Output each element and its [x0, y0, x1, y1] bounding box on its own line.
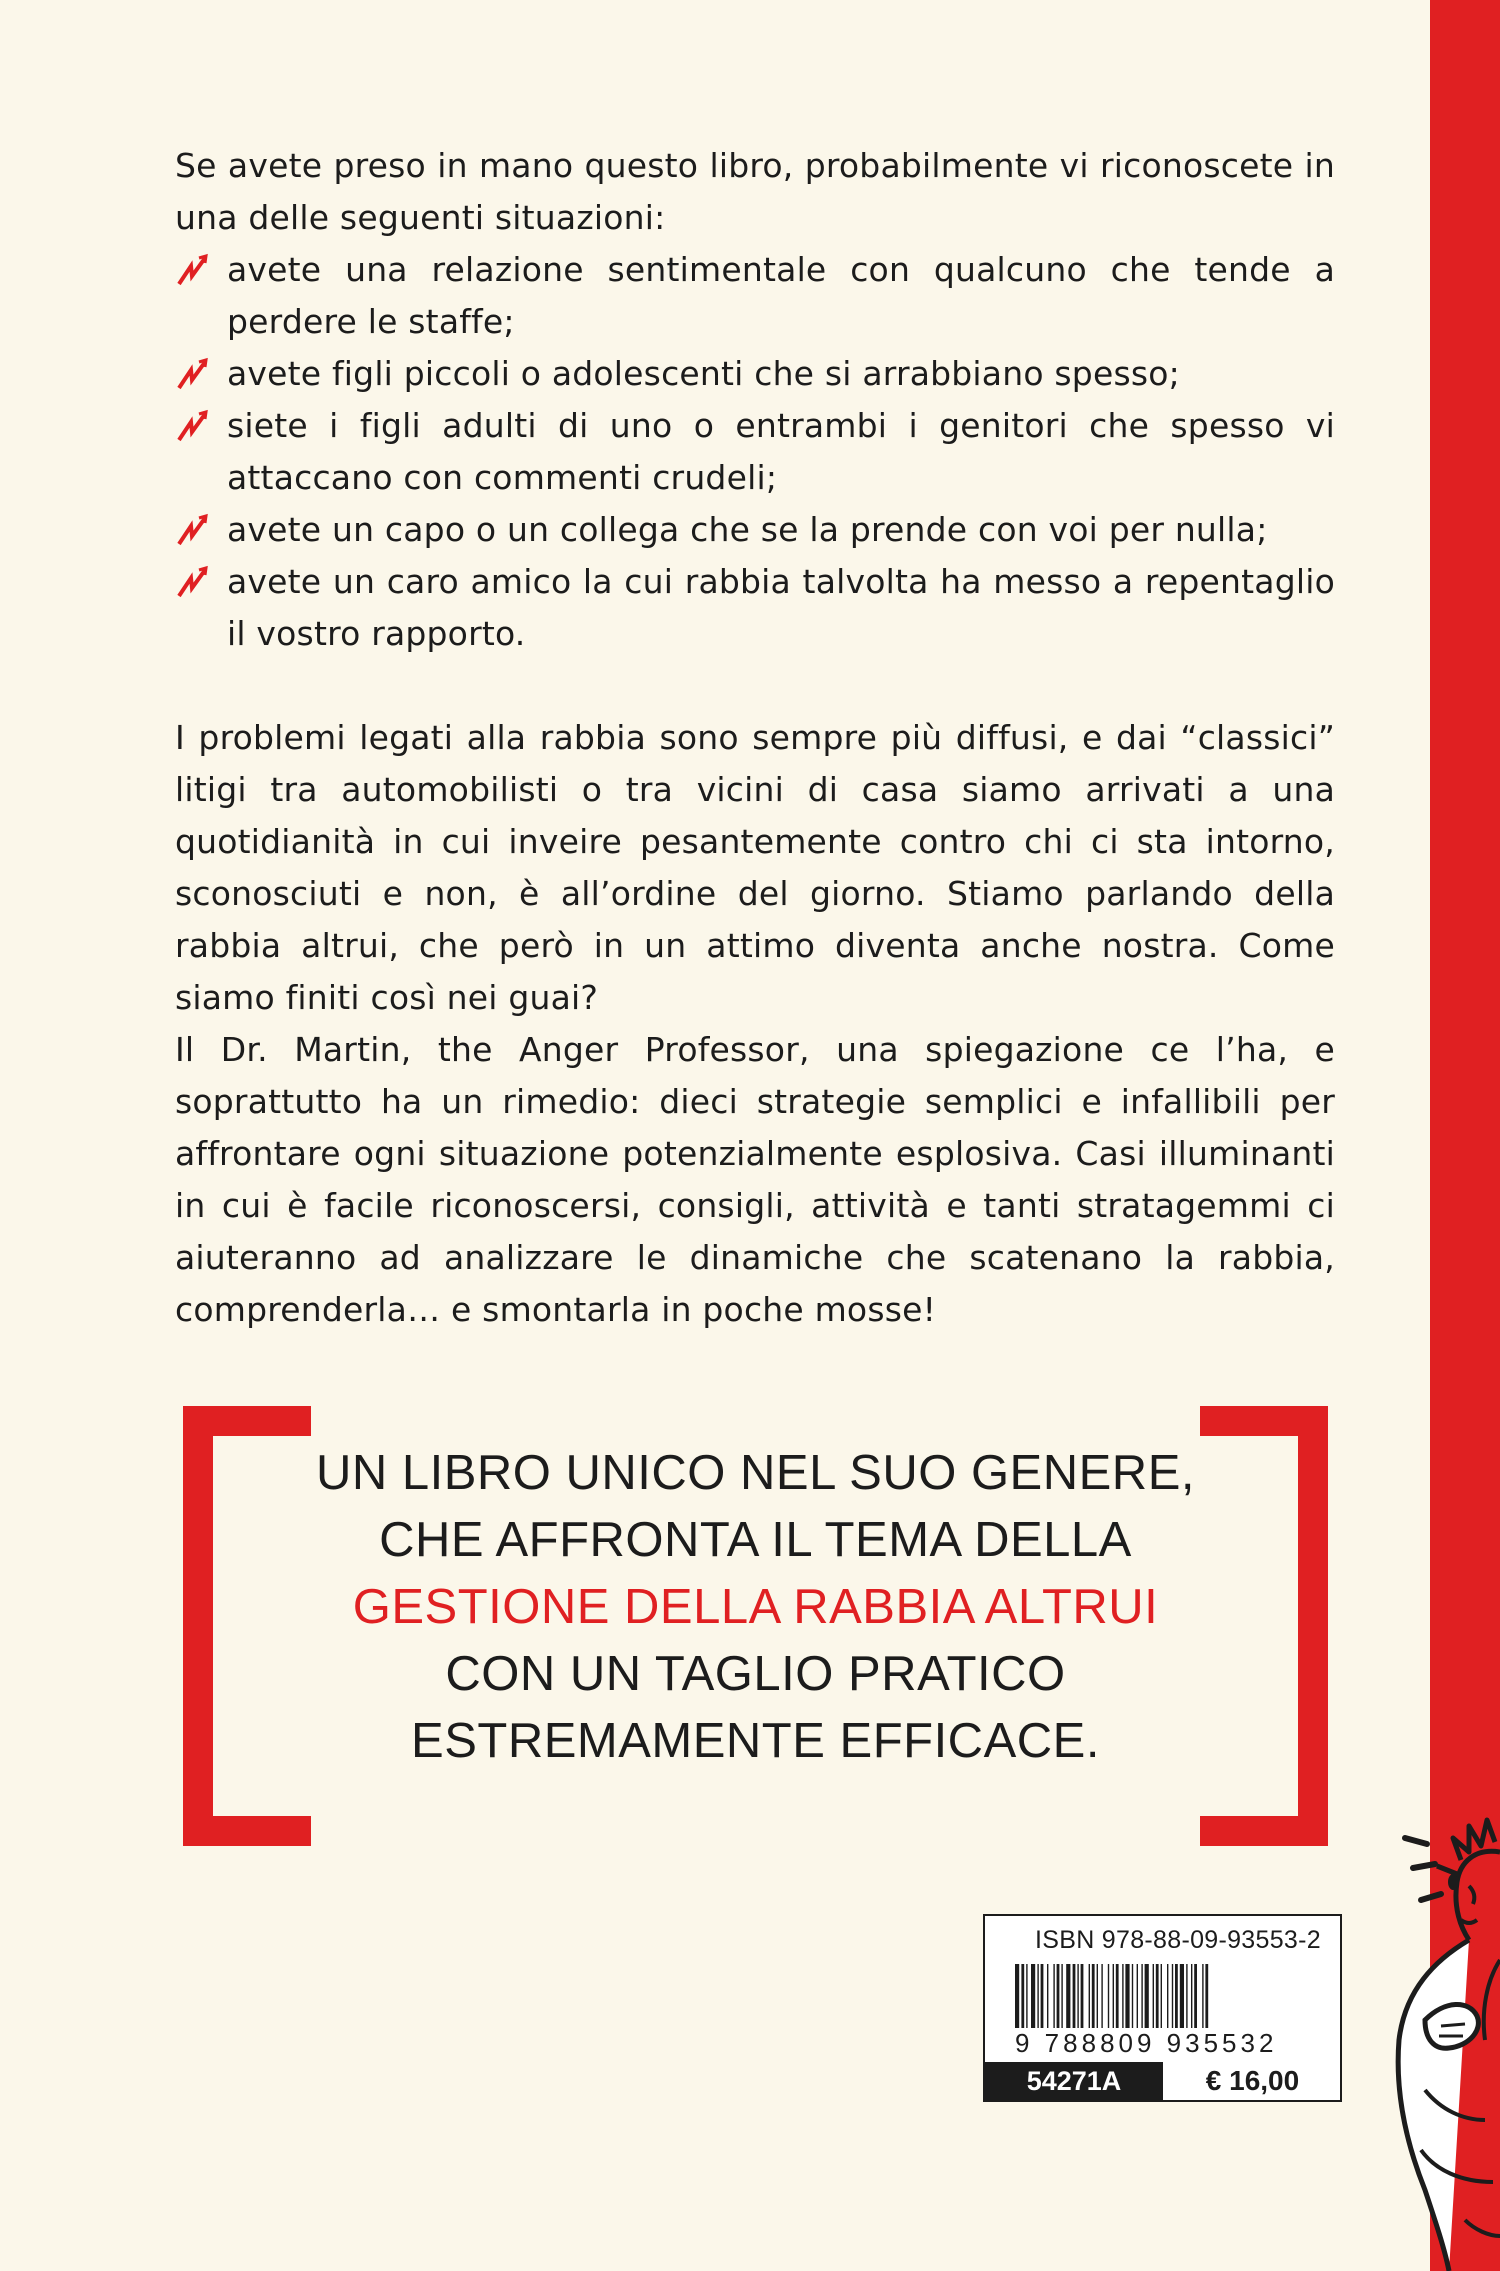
isbn-label: ISBN 978-88-09-93553-2 — [1035, 1926, 1321, 1954]
barcode-bar — [1194, 1964, 1197, 2028]
barcode-bar — [1057, 1964, 1060, 2028]
barcode-bar — [1113, 1964, 1114, 2028]
barcode-bar — [1081, 1964, 1084, 2028]
angry-person-illustration — [1365, 1790, 1500, 2271]
barcode-bars — [1015, 1964, 1310, 2028]
barcode-bar — [1015, 1964, 1019, 2028]
barcode-digits: 9 788809 935532 — [1015, 2028, 1278, 2058]
barcode-bar — [1101, 1964, 1102, 2028]
lightning-bolt-icon — [175, 356, 211, 392]
barcode-bar — [1031, 1964, 1035, 2028]
barcode-bar — [1092, 1964, 1095, 2028]
barcode-bar — [1180, 1964, 1184, 2028]
barcode-bar — [1172, 1964, 1173, 2028]
list-item — [175, 504, 1335, 556]
lightning-bolt-icon — [175, 512, 211, 548]
situation-list — [175, 244, 1335, 660]
barcode-bar — [1116, 1964, 1119, 2028]
lightning-bolt-icon — [175, 564, 211, 600]
barcode-bar — [1108, 1964, 1109, 2028]
list-item-text: siete i figli adulti di uno o entrambi i genitori che spesso vi attaccano con commenti crudeli; — [227, 406, 1335, 497]
barcode-bar — [1077, 1964, 1078, 2028]
barcode-bar — [1037, 1964, 1038, 2028]
barcode-bar — [1089, 1964, 1090, 2028]
description-paragraph: I problemi legati alla rabbia sono sempre più diffusi, e dai “classici” litigi tra automobilisti o tra vicini di casa siamo arrivati a una quotidianità in cui inveire pesantemente contro chi ci sta intorno, sconosciuti e non, è all’ordine del giorno. Stiamo parlando della rabbia altrui, che però in un attimo diventa anche nostra. Come siamo finiti così nei guai? — [175, 718, 1335, 1017]
barcode-box — [983, 1914, 1342, 2102]
barcode-bar — [1041, 1964, 1044, 2028]
barcode-bar — [1202, 1964, 1203, 2028]
product-code: 54271A — [985, 2062, 1163, 2100]
barcode-bar — [1167, 1964, 1168, 2028]
list-item — [175, 400, 1335, 504]
barcode-bar — [1061, 1964, 1062, 2028]
price-label: € 16,00 — [1205, 2065, 1300, 2096]
highlight-quote — [183, 1406, 1328, 1846]
intro-text: Se avete preso in mano questo libro, probabilmente vi riconoscete in una delle seguenti situazioni: — [175, 146, 1335, 237]
barcode-bar — [1145, 1964, 1149, 2028]
quote-line-highlight: GESTIONE DELLA RABBIA ALTRUI — [352, 1580, 1159, 1634]
barcode-bar — [1122, 1964, 1123, 2028]
quote-line: UN LIBRO UNICO NEL SUO GENERE, — [315, 1446, 1195, 1500]
barcode-bar — [1175, 1964, 1178, 2028]
barcode-bar — [1125, 1964, 1129, 2028]
barcode-bar — [1097, 1964, 1098, 2028]
list-item — [175, 244, 1335, 348]
list-item-text: avete una relazione sentimentale con qualcuno che tende a perdere le staffe; — [227, 250, 1335, 341]
barcode-bar — [1021, 1964, 1024, 2028]
lightning-bolt-icon — [175, 252, 211, 288]
barcode-bar — [1156, 1964, 1159, 2028]
barcode-bar — [1137, 1964, 1138, 2028]
barcode-bar — [1186, 1964, 1187, 2028]
barcode-bar — [1047, 1964, 1048, 2028]
barcode-bar — [1161, 1964, 1162, 2028]
author-paragraph: Il Dr. Martin, the Anger Professor, una spiegazione ce l’ha, e soprattutto ha un rimedio: dieci strategie semplici e infallibili per affrontare ogni situazione potenzialmente esplosiva. Casi illuminanti in cui è facile riconoscersi, consigli, attività e tanti stratagemmi ci aiuteranno ad analizzare le dinamiche che scatenano la rabbia, comprenderla… e smontarla in poche mosse! — [175, 1030, 1335, 1329]
barcode-bar — [1191, 1964, 1192, 2028]
quote-line: ESTREMAMENTE EFFICACE. — [411, 1714, 1100, 1768]
list-item — [175, 348, 1335, 400]
barcode-bar — [1141, 1964, 1142, 2028]
paragraph-spacer — [175, 660, 1335, 712]
barcode-bar — [1066, 1964, 1070, 2028]
quote-line: CHE AFFRONTA IL TEMA DELLA — [379, 1513, 1132, 1567]
barcode-bar — [1132, 1964, 1133, 2028]
list-item-text: avete figli piccoli o adolescenti che si arrabbiano spesso; — [227, 354, 1180, 393]
barcode-bar — [1153, 1964, 1154, 2028]
lightning-bolt-icon — [175, 408, 211, 444]
barcode-bar — [1053, 1964, 1054, 2028]
barcode-bar — [1205, 1964, 1208, 2028]
list-item — [175, 556, 1335, 660]
barcode-bar — [1073, 1964, 1076, 2028]
barcode-bar — [1026, 1964, 1027, 2028]
quote-line: CON UN TAGLIO PRATICO — [445, 1647, 1066, 1701]
back-cover-text — [175, 140, 1335, 1336]
list-item-text: avete un capo o un collega che se la prende con voi per nulla; — [227, 510, 1268, 549]
list-item-text: avete un caro amico la cui rabbia talvolta ha messo a repentaglio il vostro rapporto. — [227, 562, 1335, 653]
quote-text — [273, 1440, 1238, 1775]
